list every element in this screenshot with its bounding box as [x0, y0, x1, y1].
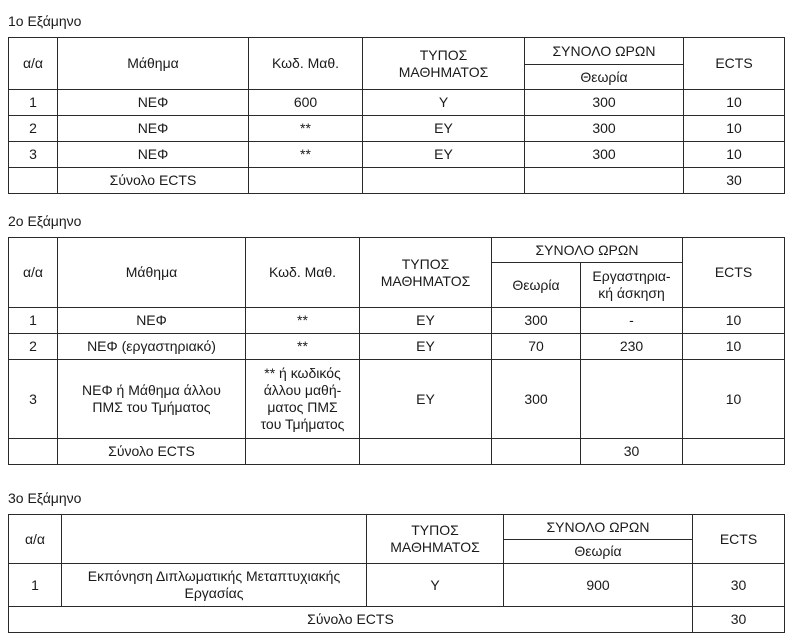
header-total-hours: ΣΥΝΟΛΟ ΩΡΩΝ	[525, 38, 684, 65]
cell-type: Υ	[367, 564, 504, 607]
cell-empty	[525, 168, 684, 194]
cell-type: ΕΥ	[360, 308, 492, 334]
header-aa: α/α	[9, 515, 62, 564]
header-theory: Θεωρία	[525, 65, 684, 90]
header-type: ΤΥΠΟΣ ΜΑΘΗΜΑΤΟΣ	[360, 238, 492, 308]
total-ects: 30	[581, 439, 683, 465]
semester-2-title: 2ο Εξάμηνο	[8, 213, 82, 229]
header-type: ΤΥΠΟΣ ΜΑΘΗΜΑΤΟΣ	[367, 515, 504, 564]
cell-course: ΝΕΦ	[58, 308, 246, 334]
cell-theory: 300	[492, 308, 581, 334]
cell-theory: 300	[492, 360, 581, 439]
cell-aa: 3	[9, 142, 58, 168]
cell-ects: 30	[693, 564, 785, 607]
semester-1-title: 1ο Εξάμηνο	[8, 13, 82, 29]
cell-lab	[581, 360, 683, 439]
cell-empty	[9, 168, 58, 194]
cell-ects: 10	[684, 90, 785, 116]
cell-empty	[9, 439, 58, 465]
cell-empty	[360, 439, 492, 465]
cell-type: ΕΥ	[363, 116, 525, 142]
cell-course: ΝΕΦ	[58, 90, 249, 116]
header-course: Μάθημα	[58, 38, 249, 90]
header-row	[9, 515, 785, 540]
cell-ects: 10	[684, 116, 785, 142]
cell-ects: 10	[683, 308, 785, 334]
cell-code: **	[249, 116, 363, 142]
header-type: ΤΥΠΟΣ ΜΑΘΗΜΑΤΟΣ	[363, 38, 525, 90]
table-row	[9, 142, 785, 168]
cell-lab: 230	[581, 334, 683, 360]
cell-code: ** ή κωδικός άλλου μαθή- ματος ΠΜΣ του Τμήματος	[246, 360, 360, 439]
cell-empty	[246, 439, 360, 465]
header-row	[9, 38, 785, 65]
table-row	[9, 564, 785, 607]
cell-ects: 10	[683, 334, 785, 360]
cell-aa: 2	[9, 116, 58, 142]
header-ects: ECTS	[693, 515, 785, 564]
cell-empty	[249, 168, 363, 194]
header-aa: α/α	[9, 38, 58, 90]
cell-theory: 300	[525, 142, 684, 168]
cell-course: ΝΕΦ (εργαστηριακό)	[58, 334, 246, 360]
cell-empty	[492, 439, 581, 465]
total-label: Σύνολο ECTS	[9, 607, 693, 633]
cell-empty	[363, 168, 525, 194]
table-row	[9, 360, 785, 439]
semester-1-table	[8, 37, 785, 194]
table-row	[9, 116, 785, 142]
cell-code: **	[246, 308, 360, 334]
header-course: Μάθημα	[58, 238, 246, 308]
header-lab: Εργαστηρια- κή άσκηση	[581, 263, 683, 308]
total-ects: 30	[693, 607, 785, 633]
total-ects: 30	[684, 168, 785, 194]
total-label: Σύνολο ECTS	[58, 439, 246, 465]
header-theory: Θεωρία	[504, 540, 693, 564]
header-course	[62, 515, 367, 564]
cell-theory: 300	[525, 90, 684, 116]
cell-empty	[683, 439, 785, 465]
header-code: Κωδ. Μαθ.	[249, 38, 363, 90]
cell-type: ΕΥ	[363, 142, 525, 168]
table-row	[9, 90, 785, 116]
cell-aa: 1	[9, 564, 62, 607]
cell-theory: 70	[492, 334, 581, 360]
cell-course: ΝΕΦ	[58, 142, 249, 168]
cell-type: Υ	[363, 90, 525, 116]
header-total-hours: ΣΥΝΟΛΟ ΩΡΩΝ	[504, 515, 693, 540]
table-row	[9, 308, 785, 334]
header-code: Κωδ. Μαθ.	[246, 238, 360, 308]
table-row	[9, 334, 785, 360]
total-label: Σύνολο ECTS	[58, 168, 249, 194]
total-row	[9, 607, 785, 633]
semester-2-table	[8, 237, 785, 465]
cell-type: ΕΥ	[360, 334, 492, 360]
header-aa: α/α	[9, 238, 58, 308]
cell-code: 600	[249, 90, 363, 116]
cell-ects: 10	[683, 360, 785, 439]
cell-ects: 10	[684, 142, 785, 168]
header-theory: Θεωρία	[492, 263, 581, 308]
total-row	[9, 168, 785, 194]
header-total-hours: ΣΥΝΟΛΟ ΩΡΩΝ	[492, 238, 683, 263]
cell-code: **	[246, 334, 360, 360]
semester-3-table	[8, 514, 785, 633]
cell-aa: 3	[9, 360, 58, 439]
cell-course: ΝΕΦ ή Μάθημα άλλου ΠΜΣ του Τμήματος	[58, 360, 246, 439]
cell-type: ΕΥ	[360, 360, 492, 439]
header-row	[9, 238, 785, 263]
header-ects: ECTS	[684, 38, 785, 90]
cell-theory: 300	[525, 116, 684, 142]
cell-course: ΝΕΦ	[58, 116, 249, 142]
cell-course: Εκπόνηση Διπλωματικής Μεταπτυχιακής Εργασίας	[62, 564, 367, 607]
cell-aa: 1	[9, 308, 58, 334]
cell-theory: 900	[504, 564, 693, 607]
cell-aa: 1	[9, 90, 58, 116]
cell-code: **	[249, 142, 363, 168]
header-ects: ECTS	[683, 238, 785, 308]
total-row	[9, 439, 785, 465]
cell-aa: 2	[9, 334, 58, 360]
cell-lab: -	[581, 308, 683, 334]
semester-3-title: 3ο Εξάμηνο	[8, 490, 82, 506]
